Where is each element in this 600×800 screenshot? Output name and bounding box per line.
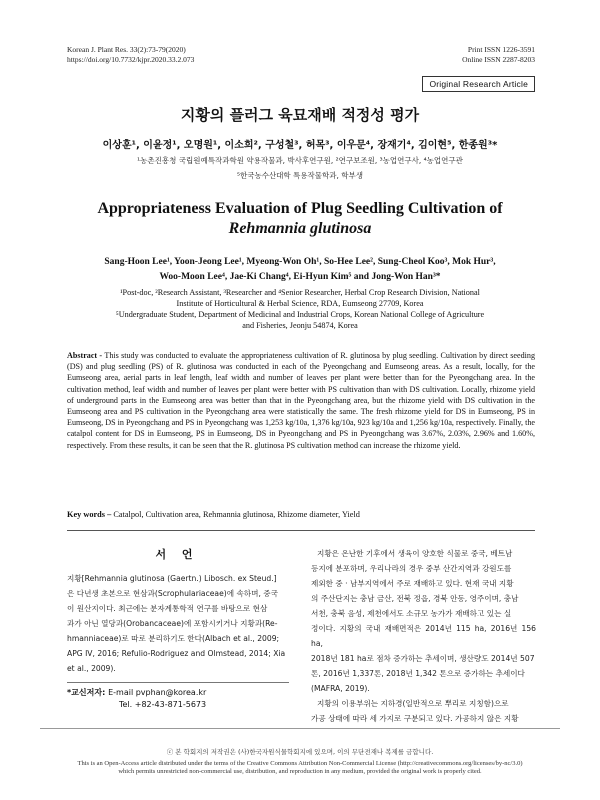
affiliation-english-3: ⁵Undergraduate Student, Department of Medicinal and Industrial Crops, Korean National College of Agriculture: [115, 310, 485, 319]
intro-left-line: 지황[Rehmannia glutinosa (Gaertn.) Libosch. ex Steud.]: [67, 574, 277, 583]
intro-right-line: 톤, 2016년 1,337톤, 2018년 1,342 톤으로 증가하는 추세이다: [311, 669, 525, 678]
intro-right-column: [311, 546, 536, 726]
intro-left-line: 은 다년생 초본으로 현삼과(Scrophulariaceae)에 속하며, 중국: [67, 589, 278, 598]
intro-left-line: APG IV, 2016; Refulio-Rodriguez and Olmstead, 2014; Xia: [67, 649, 286, 658]
license-line-1: This is an Open-Access article distributed under the terms of the Creative Commons Attribution Non-Commercial License (http://creativecommons.org/licenses/by-nc/3.0): [77, 760, 523, 767]
article-type-badge: Original Research Article: [422, 76, 535, 92]
affiliation-english-1: ¹Post-doc, ²Research Assistant, ³Researcher and ⁴Senior Researcher, Herbal Crop Research Division, National: [120, 288, 480, 297]
title-english-line2: Rehmannia glutinosa: [228, 220, 372, 237]
keywords-divider: [67, 530, 535, 531]
intro-left-column: [67, 571, 289, 676]
doi-link[interactable]: https://doi.org/10.7732/kjpr.2020.33.2.073: [67, 55, 195, 64]
intro-right-line: 서천, 충북 음성, 제천에서도 소규모 농가가 재배하고 있는 실: [311, 609, 512, 618]
keywords: [67, 510, 537, 519]
intro-right-line: 의 주산단지는 충남 금산, 전북 정읍, 경북 안동, 영주이며, 충남: [311, 594, 519, 603]
abstract-text: This study was conducted to evaluate the appropriateness cultivation of R. glutinosa by plug seedling. Cultivation by direct seeding (DS) and plug seedling (PS) of R. glutinosa was conducted in each of the Pyeongchang and Eumseong areas. As a result, locally, for the Eumseong area, aerial parts in leaf length, leaf width and number of leaves per plant were better than for the Pyeongchang area. In the cultivation method, leaf width and number of leaves per plant were better with PS cultivation than with DS cultivation. Locally, rhizome yield of underground parts in the Eumseong area was better than that in the Pyeongchang area, but the rhizome yield with DS cultivation in the Eumseong area and PS cultivation in the Pyeongchang area were statistically the same. The fresh rhizome yield for DS in Eumseong, PS in Eumseong, DS in Pyeongchang and PS in Pyeongchang was 1,253 kg/10a, 1,376 kg/10a, 923 kg/10a and 1,256 kg/10a, respectively. Finally, the catalpol content for DS in Eumseong, PS in Eumseong, DS in Pyeongchang and PS in Pyeongchang was 3.67%, 2.03%, 2.96% and 1.60%, respectively. From these results, it can be seen that the R. glutinosa PS cultivation method can increase the rhizome yield.: [67, 351, 535, 450]
online-issn: Online ISSN 2287-8203: [462, 55, 535, 64]
corresponding-author: [67, 687, 206, 711]
intro-right-line: 2018년 181 ha로 점차 증가하는 추세이며, 생산량도 2014년 507: [311, 654, 535, 663]
corresponding-tel: Tel. +82-43-871-5673: [119, 700, 207, 709]
title-korean: 지황의 플러그 육묘재배 적정성 평가: [180, 106, 420, 124]
intro-right-line: 등지에 분포하며, 우리나라의 경우 중부 산간지역과 강원도를: [311, 564, 512, 573]
intro-left-line: 과가 아닌 열당과(Orobancaceae)에 포함시키거나 지황과(Re-: [67, 619, 278, 628]
affiliation-english-2: Institute of Horticultural & Herbal Science, RDA, Eumseong 27709, Korea: [176, 299, 424, 308]
intro-right-line: 가공 상태에 따라 세 가지로 구분되고 있다. 가공하지 않은 지황: [311, 714, 519, 723]
corresponding-label: *교신저자:: [67, 688, 109, 697]
affiliation-korean-2: ⁵한국농수산대학 특용작물학과, 학부생: [236, 171, 364, 180]
keywords-label: Key words –: [67, 510, 114, 519]
intro-right-line: 제외한 중 · 남부지역에서 주로 재배하고 있다. 현재 국내 지황: [311, 579, 514, 588]
intro-right-line: 지황은 온난한 기후에서 생육이 양호한 식물로 중국, 베트남: [317, 549, 513, 558]
intro-right-line: 정이다. 지황의 국내 재배면적은 2014년 115 ha, 2016년 156 ha,: [311, 624, 536, 648]
authors-english-line2: Woo-Moon Lee⁴, Jae-Ki Chang⁴, Ei-Hyun Kim⁵ and Jong-Won Han³*: [159, 272, 441, 282]
intro-right-line: (MAFRA, 2019).: [311, 684, 370, 693]
intro-left-line: et al., 2009).: [67, 664, 116, 673]
footer-divider: [40, 728, 560, 729]
license-line-2: which permits unrestricted non-commercial use, distribution, and reproduction in any medium, provided the original work is properly cited.: [118, 768, 482, 775]
section-heading-intro: 서 언: [155, 548, 199, 561]
intro-right-line: 지황의 이용부위는 지하경(일반적으로 뿌리로 지칭함)으로: [317, 699, 509, 708]
intro-left-line: hmanniaceae)로 따로 분리하기도 한다(Albach et al., 2009;: [67, 634, 280, 643]
journal-citation: Korean J. Plant Res. 33(2):73-79(2020): [67, 45, 186, 54]
intro-left-line: 이 원산지이다. 최근에는 분자계통학적 연구를 바탕으로 현삼: [67, 604, 268, 613]
affiliation-korean-1: ¹농촌진흥청 국립원예특작과학원 약용작물과, 박사후연구원, ²연구보조원, ³농업연구사, ⁴농업연구관: [137, 156, 463, 165]
affiliation-english-4: and Fisheries, Jeonju 54874, Korea: [242, 321, 358, 330]
keywords-text: Catalpol, Cultivation area, Rehmannia glutinosa, Rhizome diameter, Yield: [113, 510, 360, 519]
abstract-label: Abstract -: [67, 351, 105, 360]
authors-korean: 이상훈¹, 이윤정¹, 오명원¹, 이소희², 구성철³, 허목³, 이우문⁴, 장재기⁴, 김이현⁵, 한종원³*: [102, 140, 498, 151]
copyright-notice: ⓒ 본 학회지의 저작권은 (사)한국자원식물학회지에 있으며, 이의 무단전재나 복제를 금합니다.: [166, 748, 434, 756]
footnote-divider: [67, 682, 289, 683]
title-english-line1: Appropriateness Evaluation of Plug Seedling Cultivation of: [97, 200, 503, 217]
authors-english-line1: Sang-Hoon Lee¹, Yoon-Jeong Lee¹, Myeong-Won Oh¹, So-Hee Lee², Sung-Cheol Koo³, Mok Hur³,: [104, 257, 496, 267]
abstract: [67, 350, 535, 451]
corresponding-email[interactable]: E-mail pvphan@korea.kr: [108, 688, 207, 697]
print-issn: Print ISSN 1226-3591: [467, 45, 535, 54]
